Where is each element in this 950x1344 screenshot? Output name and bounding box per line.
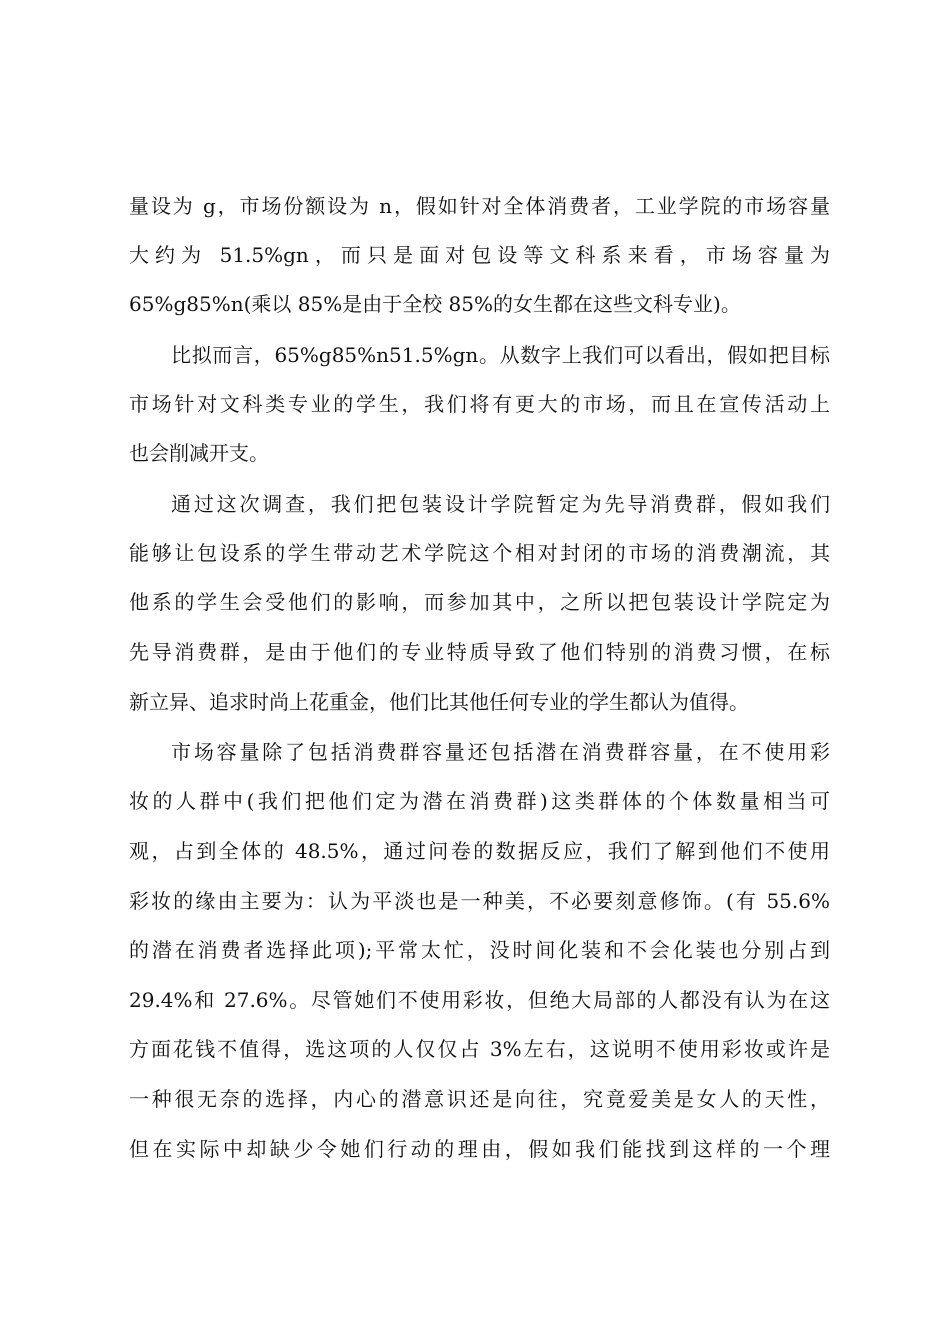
text-line: 29.4%和 27.6%。尽管她们不使用彩妆，但绝大局部的人都没有认为在这 xyxy=(129,988,830,1012)
text-line: 观，占到全体的 48.5%，通过问卷的数据反应，我们了解到他们不使用 xyxy=(129,839,830,863)
text-line: 也会削减开支。 xyxy=(129,441,269,465)
text-line: 一种很无奈的选择，内心的潜意识还是向往，究竟爱美是女人的天性， xyxy=(129,1087,830,1111)
text-line: 市场针对文科类专业的学生，我们将有更大的市场，而且在宣传活动上 xyxy=(129,392,830,416)
text-line: 能够让包设系的学生带动艺术学院这个相对封闭的市场的消费潮流，其 xyxy=(129,541,830,565)
text-line: 的潜在消费者选择此项);平常太忙，没时间化装和不会化装也分别占到 xyxy=(129,938,830,962)
text-line: 通过这次调查，我们把包装设计学院暂定为先导消费群，假如我们 xyxy=(171,492,830,516)
text-line: 先导消费群，是由于他们的专业特质导致了他们特别的消费习惯，在标 xyxy=(129,640,830,664)
text-line: 他系的学生会受他们的影响，而参加其中，之所以把包装设计学院定为 xyxy=(129,590,830,614)
text-line: 市场容量除了包括消费群容量还包括潜在消费群容量，在不使用彩 xyxy=(171,740,830,764)
text-line: 方面花钱不值得，选这项的人仅仅占 3%左右，这说明不使用彩妆或许是 xyxy=(129,1037,830,1061)
text-line: 65%g85%n(乘以 85%是由于全校 85%的女生都在这些文科专业)。 xyxy=(129,292,741,316)
text-line: 新立异、追求时尚上花重金，他们比其他任何专业的学生都认为值得。 xyxy=(129,690,749,714)
text-line: 大约为 51.5%gn，而只是面对包设等文科系来看，市场容量为 xyxy=(129,243,830,267)
text-line: 比拟而言，65%g85%n51.5%gn。从数字上我们可以看出，假如把目标 xyxy=(171,343,830,367)
text-line: 彩妆的缘由主要为：认为平淡也是一种美，不必要刻意修饰。(有 55.6% xyxy=(129,889,830,913)
text-line: 量设为 g，市场份额设为 n，假如针对全体消费者，工业学院的市场容量 xyxy=(129,194,830,218)
text-line: 妆的人群中(我们把他们定为潜在消费群)这类群体的个体数量相当可 xyxy=(129,789,830,813)
text-line: 但在实际中却缺少令她们行动的理由，假如我们能找到这样的一个理 xyxy=(129,1137,830,1161)
